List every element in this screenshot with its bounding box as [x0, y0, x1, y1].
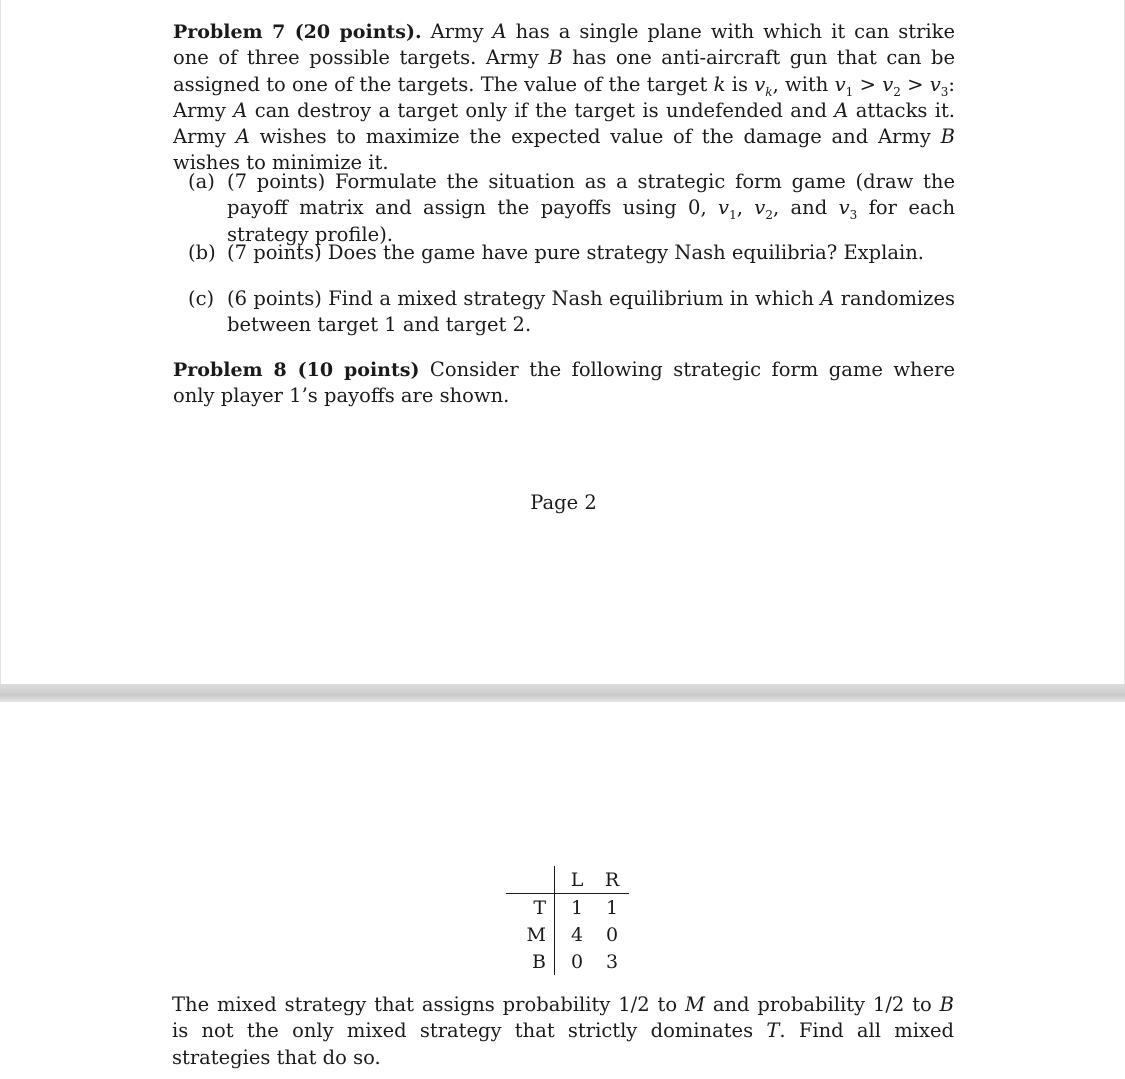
math-var: B: [940, 125, 955, 149]
text: has one anti-aircraft gun that can be assigned to one of the targets. The value of the target: [173, 46, 955, 96]
math-var: v: [754, 196, 766, 220]
problem-8-question: [172, 992, 954, 1071]
column-header: R: [595, 866, 629, 894]
math-var: T: [766, 1019, 780, 1043]
math-var: A: [820, 287, 835, 310]
text: ,: [736, 196, 755, 220]
payoff-cell: 0: [555, 948, 596, 975]
math-var: A: [235, 125, 250, 149]
math-var: v: [882, 72, 894, 96]
text: : Army: [173, 72, 955, 122]
text: wishes to maximize the expected value of the damage and Army: [249, 125, 941, 149]
subpart-label: (b): [188, 241, 216, 264]
page-separator: [0, 684, 1125, 702]
math-var: A: [834, 98, 849, 122]
row-label: B: [532, 950, 546, 973]
math-var: v: [929, 72, 941, 96]
row-label: M: [526, 923, 546, 946]
corner-cell: [506, 866, 555, 894]
math-sub: 1: [845, 84, 854, 99]
text: >: [900, 72, 930, 96]
text: (6 points) Find a mixed strategy Nash equilibrium in which: [227, 287, 821, 310]
payoff-header-row: [506, 866, 629, 894]
payoff-cell: 1: [555, 894, 596, 922]
math-var: v: [718, 196, 730, 220]
math-var: B: [939, 993, 954, 1016]
subpart-label: (a): [188, 170, 215, 193]
page-number: Page 2: [530, 491, 597, 514]
math-var: M: [684, 993, 705, 1016]
subpart-b: [188, 240, 955, 266]
math-sub: 3: [940, 84, 949, 99]
math-sub: 2: [765, 208, 773, 223]
row-label: T: [533, 896, 546, 919]
text: is: [725, 72, 755, 96]
text: is not the only mixed strategy that strictly dominates: [172, 1019, 767, 1043]
text: wishes to minimize it.: [173, 151, 389, 175]
math-var: B: [548, 46, 563, 70]
math-var: v: [838, 196, 850, 220]
text: for each strategy profile).: [227, 196, 955, 246]
payoff-cell: 0: [605, 923, 619, 946]
text: Consider the following strategic form game where only player 1’s payoffs are shown.: [173, 358, 955, 408]
text: (7 points) Formulate the situation as a strategic form game (draw the payoff matrix and assign the payoffs using 0,: [227, 170, 955, 220]
text: . Find all mixed strategies that do so.: [172, 1019, 954, 1069]
payoff-row: [506, 921, 629, 948]
math-var: v: [834, 72, 846, 96]
payoff-cell: 1: [605, 896, 619, 919]
text: >: [853, 72, 883, 96]
text: and probability 1/2 to: [704, 993, 940, 1016]
math-sub: 2: [893, 84, 901, 99]
problem-8-paragraph: [173, 357, 955, 410]
subpart-c: [188, 286, 955, 339]
text: (7 points) Does the game have pure strategy Nash equilibria? Explain.: [227, 241, 925, 264]
math-var: A: [233, 98, 248, 122]
math-var: A: [492, 20, 507, 43]
math-var: k: [713, 72, 726, 96]
text: Army: [421, 20, 493, 43]
text: has a single plane with which it can strike one of three possible targets. Army: [173, 20, 955, 70]
text: can destroy a target only if the target is undefended and: [247, 98, 835, 122]
text: , and: [772, 196, 839, 220]
math-var: v: [754, 72, 766, 96]
subpart-a: [188, 169, 955, 248]
payoff-matrix: [506, 866, 629, 975]
problem-7-paragraph: [173, 19, 955, 177]
column-header: L: [555, 866, 596, 894]
text: The mixed strategy that assigns probability 1/2 to: [172, 993, 685, 1016]
subpart-label: (c): [188, 287, 215, 310]
math-sub: k: [765, 84, 773, 99]
problem-8-heading: Problem 8 (10 points): [173, 359, 420, 381]
payoff-row: [506, 894, 629, 922]
problem-7-heading: Problem 7 (20 points).: [173, 21, 422, 43]
text: , with: [772, 72, 835, 96]
math-sub: 1: [729, 208, 737, 223]
text: attacks it. Army: [173, 98, 956, 149]
math-sub: 3: [849, 208, 858, 223]
payoff-row: [506, 948, 629, 975]
payoff-cell: 3: [605, 950, 619, 973]
payoff-cell: 4: [555, 921, 596, 948]
text: randomizes between target 1 and target 2.: [227, 287, 955, 337]
